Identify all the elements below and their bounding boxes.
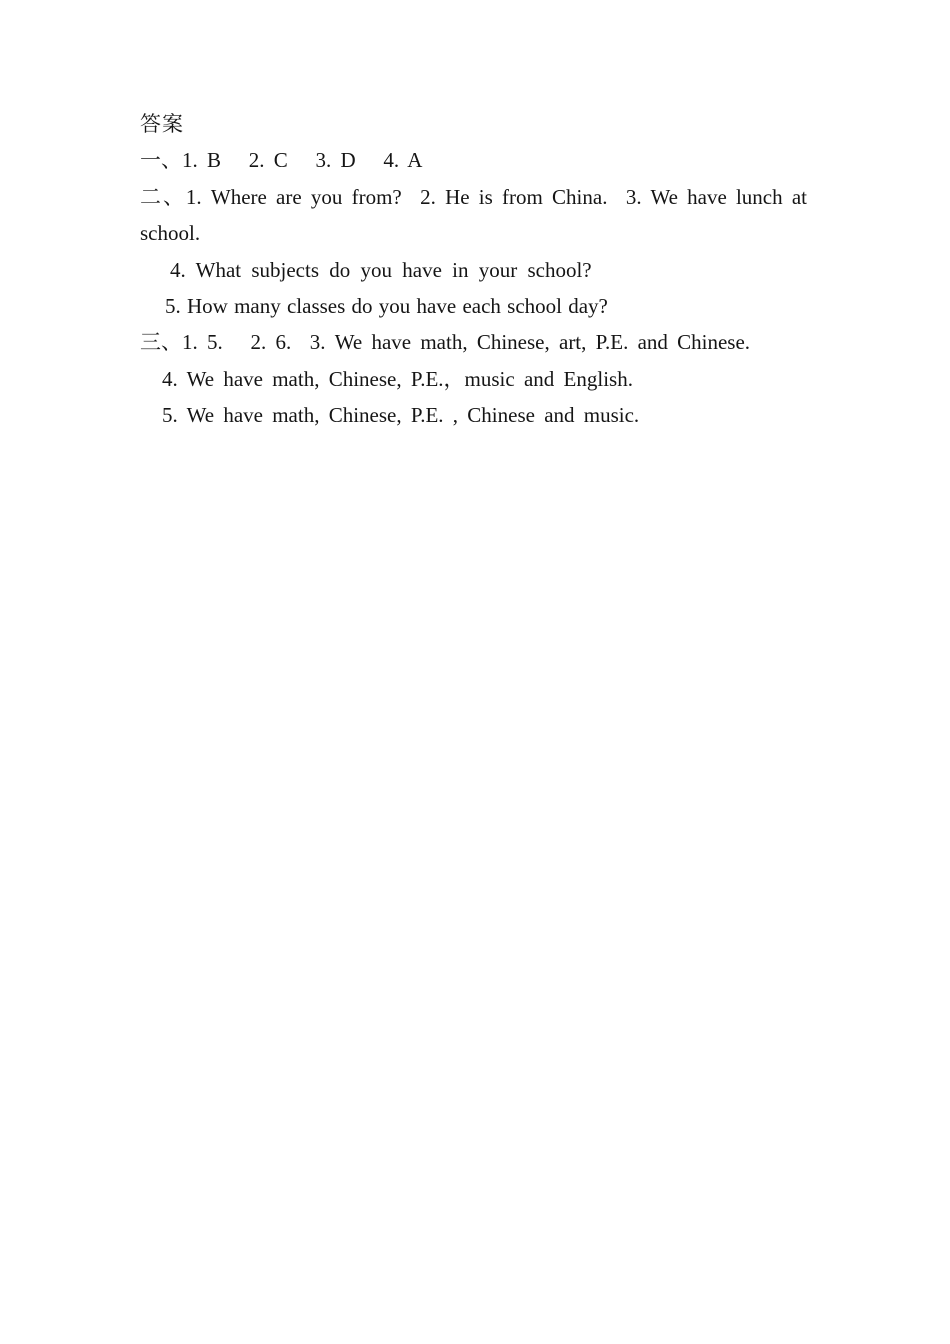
section-three-item-4: 4. We have math, Chinese, P.E.，music and English.: [162, 366, 633, 391]
page-title: 答案: [140, 112, 184, 136]
section-one-answers: 一、1. B 2. C 3. D 4. A: [140, 148, 423, 173]
section-two-item-5: 5. How many classes do you have each school day?: [165, 294, 608, 319]
section-three-line-1: 三、1. 5. 2. 6. 3. We have math, Chinese, art, P.E. and Chinese.: [140, 330, 751, 355]
section-three-item-5: 5. We have math, Chinese, P.E. , Chinese and music.: [162, 403, 640, 428]
section-two-line-2: school.: [140, 221, 201, 246]
section-two-line-1: 二、1. Where are you from? 2. He is from China. 3. We have lunch at: [140, 184, 807, 209]
section-two-item-4: 4. What subjects do you have in your school?: [170, 257, 592, 282]
